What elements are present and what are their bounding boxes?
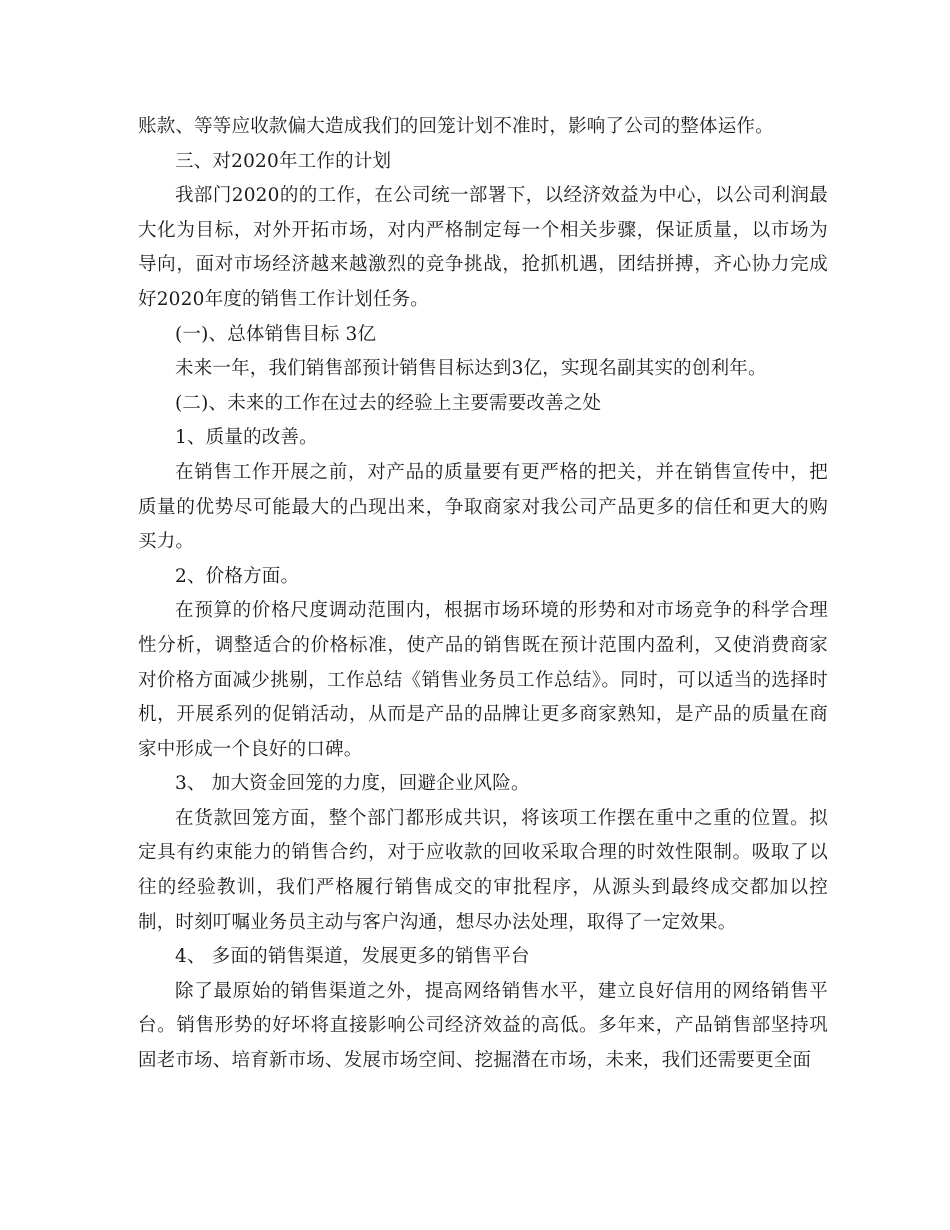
paragraph-sales-target: 未来一年，我们销售部预计销售目标达到3亿，实现名副其实的创利年。 <box>175 358 767 380</box>
paragraph-sales-channels: 除了最原始的销售渠道之外，提高网络销售水平，建立良好信用的网络销售平台。销售形势的好坏将直接影响公司经济效益的高低。多年来，产品销售部坚持巩固老市场、培育新市场、发展市场空间、挖掘潜在市场，未来，我们还需要更全面 <box>138 980 828 1072</box>
item-heading-price: 2、价格方面。 <box>175 565 300 587</box>
item-heading-capital-recovery: 3、 加大资金回笼的力度，回避企业风险。 <box>175 773 530 795</box>
paragraph-quality: 在销售工作开展之前，对产品的质量要有更严格的把关，并在销售宣传中，把质量的优势尽可能最大的凸现出来，争取商家对我公司产品更多的信任和更大的购买力。 <box>138 461 828 553</box>
paragraph-department-work: 我部门2020的的工作，在公司统一部署下，以经济效益为中心，以公司利润最大化为目标，对外开拓市场，对内严格制定每一个相关步骤，保证质量，以市场为导向，面对市场经济越来越激烈的竞争挑战，抢抓机遇，团结拼搏，齐心协力完成好2020年度的销售工作计划任务。 <box>138 185 828 310</box>
paragraph-price: 在预算的价格尺度调动范围内，根据市场环境的形势和对市场竞争的科学合理性分析，调整适合的价格标准，使产品的销售既在预计范围内盈利，又使消费商家对价格方面减少挑剔，工作总结《销售业务员工作总结》。同时，可以适当的选择时机，开展系列的促销活动，从而是产品的品牌让更多商家熟知，是产品的质量在商家中形成一个良好的口碑。 <box>138 600 828 760</box>
paragraph-capital-recovery: 在货款回笼方面，整个部门都形成共识，将该项工作摆在重中之重的位置。拟定具有约束能力的销售合约，对于应收款的回收采取合理的时效性限制。吸取了以往的经验教训，我们严格履行销售成交的审批程序，从源头到最终成交都加以控制，时刻叮嘱业务员主动与客户沟通，想尽办法处理，取得了一定效果。 <box>138 807 828 933</box>
section-heading-2020-plan: 三、对2020年工作的计划 <box>175 150 392 172</box>
paragraph-receivables-note: 账款、等等应收款偏大造成我们的回笼计划不准时，影响了公司的整体运作。 <box>138 116 774 137</box>
item-heading-quality: 1、质量的改善。 <box>175 427 318 449</box>
subheading-improvements: (二)、未来的工作在过去的经验上主要需要改善之处 <box>175 392 602 414</box>
document-body <box>138 110 828 1079</box>
item-heading-sales-channels: 4、 多面的销售渠道，发展更多的销售平台 <box>175 946 530 968</box>
subheading-sales-target: (一)、总体销售目标 3亿 <box>175 323 377 345</box>
